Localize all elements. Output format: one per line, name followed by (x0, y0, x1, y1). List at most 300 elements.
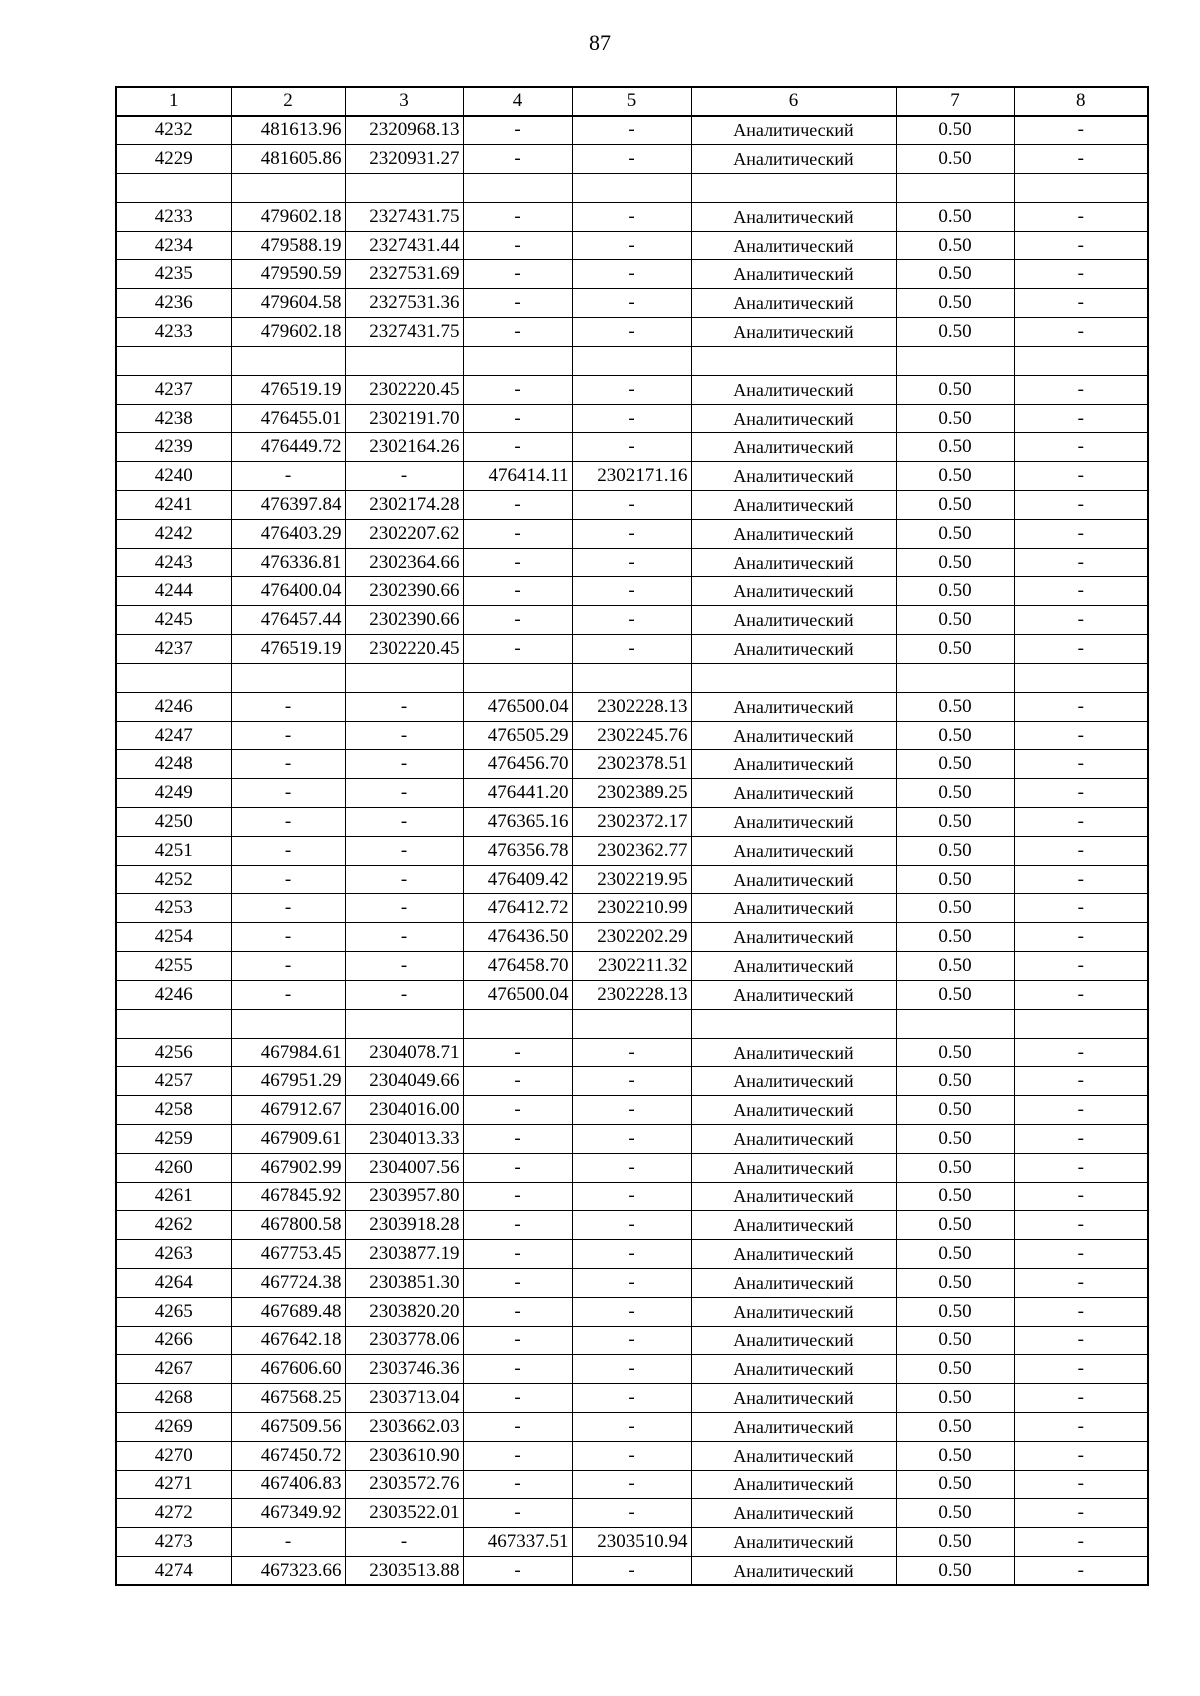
cell-y-coordinate: 2327431.44 (345, 231, 463, 260)
cell-method: Аналитический (691, 462, 896, 491)
cell-note: - (1014, 1153, 1148, 1182)
table-row (116, 750, 1148, 779)
cell-accuracy: 0.50 (896, 462, 1014, 491)
cell-accuracy: 0.50 (896, 375, 1014, 404)
header-row (116, 87, 1148, 116)
cell-point-number: 4247 (116, 721, 231, 750)
cell-x-coordinate: 476400.04 (231, 577, 345, 606)
cell-note: - (1014, 375, 1148, 404)
cell-x-coordinate-alt (463, 663, 572, 692)
cell-accuracy: 0.50 (896, 980, 1014, 1009)
cell-accuracy: 0.50 (896, 1096, 1014, 1125)
cell-point-number: 4243 (116, 548, 231, 577)
cell-accuracy: 0.50 (896, 289, 1014, 318)
table-row (116, 894, 1148, 923)
cell-x-coordinate-alt: 476414.11 (463, 462, 572, 491)
cell-note: - (1014, 433, 1148, 462)
cell-method: Аналитический (691, 1384, 896, 1413)
cell-accuracy: 0.50 (896, 1125, 1014, 1154)
cell-y-coordinate-alt: - (572, 1326, 691, 1355)
cell-accuracy: 0.50 (896, 1153, 1014, 1182)
cell-x-coordinate-alt: - (463, 1384, 572, 1413)
cell-accuracy: 0.50 (896, 1297, 1014, 1326)
cell-x-coordinate-alt: - (463, 1182, 572, 1211)
cell-y-coordinate-alt: - (572, 1268, 691, 1297)
cell-x-coordinate: - (231, 750, 345, 779)
cell-method: Аналитический (691, 1528, 896, 1557)
cell-x-coordinate-alt: 476441.20 (463, 779, 572, 808)
cell-x-coordinate-alt: - (463, 519, 572, 548)
cell-note: - (1014, 1297, 1148, 1326)
cell-x-coordinate: 467406.83 (231, 1470, 345, 1499)
cell-note: - (1014, 231, 1148, 260)
cell-x-coordinate (231, 1009, 345, 1038)
cell-point-number: 4240 (116, 462, 231, 491)
cell-point-number: 4237 (116, 375, 231, 404)
cell-method: Аналитический (691, 491, 896, 520)
cell-accuracy: 0.50 (896, 260, 1014, 289)
cell-y-coordinate-alt: 2302372.17 (572, 808, 691, 837)
cell-x-coordinate: 476519.19 (231, 375, 345, 404)
cell-x-coordinate-alt: - (463, 318, 572, 347)
cell-point-number: 4250 (116, 808, 231, 837)
cell-method: Аналитический (691, 404, 896, 433)
cell-accuracy: 0.50 (896, 952, 1014, 981)
cell-accuracy: 0.50 (896, 1326, 1014, 1355)
cell-method: Аналитический (691, 692, 896, 721)
cell-accuracy: 0.50 (896, 116, 1014, 145)
cell-accuracy: 0.50 (896, 635, 1014, 664)
cell-x-coordinate: 467909.61 (231, 1125, 345, 1154)
cell-method: Аналитический (691, 808, 896, 837)
cell-y-coordinate: - (345, 1528, 463, 1557)
table-row (116, 865, 1148, 894)
cell-point-number: 4239 (116, 433, 231, 462)
cell-method: Аналитический (691, 894, 896, 923)
cell-accuracy (896, 346, 1014, 375)
table-row (116, 606, 1148, 635)
cell-x-coordinate: 467951.29 (231, 1067, 345, 1096)
cell-point-number: 4274 (116, 1556, 231, 1585)
cell-point-number: 4269 (116, 1412, 231, 1441)
table-row (116, 519, 1148, 548)
cell-point-number: 4265 (116, 1297, 231, 1326)
cell-x-coordinate: 479590.59 (231, 260, 345, 289)
cell-accuracy: 0.50 (896, 404, 1014, 433)
cell-y-coordinate: 2320968.13 (345, 116, 463, 145)
cell-x-coordinate-alt (463, 173, 572, 202)
table-row (116, 692, 1148, 721)
cell-x-coordinate: 476519.19 (231, 635, 345, 664)
cell-method (691, 173, 896, 202)
cell-point-number: 4270 (116, 1441, 231, 1470)
table-row (116, 779, 1148, 808)
cell-point-number: 4246 (116, 692, 231, 721)
table-row (116, 548, 1148, 577)
cell-x-coordinate: - (231, 894, 345, 923)
cell-x-coordinate (231, 346, 345, 375)
cell-x-coordinate-alt: - (463, 404, 572, 433)
table-row (116, 1096, 1148, 1125)
cell-x-coordinate: 467323.66 (231, 1556, 345, 1585)
cell-note: - (1014, 635, 1148, 664)
cell-point-number (116, 173, 231, 202)
cell-x-coordinate: 467753.45 (231, 1240, 345, 1269)
cell-method: Аналитический (691, 836, 896, 865)
cell-point-number: 4271 (116, 1470, 231, 1499)
cell-y-coordinate-alt (572, 1009, 691, 1038)
cell-accuracy (896, 663, 1014, 692)
cell-y-coordinate-alt: 2302362.77 (572, 836, 691, 865)
cell-x-coordinate: 476336.81 (231, 548, 345, 577)
table-row (116, 1211, 1148, 1240)
cell-method: Аналитический (691, 923, 896, 952)
cell-x-coordinate: 467800.58 (231, 1211, 345, 1240)
cell-accuracy (896, 173, 1014, 202)
cell-note: - (1014, 260, 1148, 289)
cell-x-coordinate: - (231, 923, 345, 952)
cell-note: - (1014, 1441, 1148, 1470)
cell-accuracy: 0.50 (896, 1182, 1014, 1211)
cell-y-coordinate: 2302164.26 (345, 433, 463, 462)
cell-y-coordinate-alt: - (572, 548, 691, 577)
cell-x-coordinate (231, 173, 345, 202)
cell-accuracy: 0.50 (896, 1528, 1014, 1557)
cell-method: Аналитический (691, 1499, 896, 1528)
spacer-row (116, 663, 1148, 692)
table-row (116, 635, 1148, 664)
cell-y-coordinate-alt: - (572, 1067, 691, 1096)
cell-x-coordinate-alt: - (463, 1038, 572, 1067)
cell-accuracy: 0.50 (896, 779, 1014, 808)
cell-method: Аналитический (691, 606, 896, 635)
cell-y-coordinate: 2320931.27 (345, 145, 463, 174)
cell-x-coordinate-alt: - (463, 289, 572, 318)
cell-x-coordinate-alt: - (463, 1096, 572, 1125)
cell-point-number: 4272 (116, 1499, 231, 1528)
cell-method: Аналитический (691, 721, 896, 750)
table-row (116, 577, 1148, 606)
cell-y-coordinate-alt: - (572, 1412, 691, 1441)
cell-x-coordinate: 467845.92 (231, 1182, 345, 1211)
cell-x-coordinate: - (231, 836, 345, 865)
table-row (116, 1038, 1148, 1067)
cell-accuracy: 0.50 (896, 1499, 1014, 1528)
cell-y-coordinate: 2327431.75 (345, 202, 463, 231)
cell-accuracy: 0.50 (896, 318, 1014, 347)
cell-note: - (1014, 952, 1148, 981)
cell-note: - (1014, 1355, 1148, 1384)
column-header-6: 6 (691, 87, 896, 116)
table-row (116, 318, 1148, 347)
cell-y-coordinate-alt: - (572, 1153, 691, 1182)
cell-accuracy: 0.50 (896, 865, 1014, 894)
cell-note: - (1014, 1067, 1148, 1096)
cell-point-number: 4234 (116, 231, 231, 260)
cell-note: - (1014, 980, 1148, 1009)
cell-x-coordinate: - (231, 462, 345, 491)
cell-method: Аналитический (691, 1355, 896, 1384)
table-row (116, 721, 1148, 750)
cell-note: - (1014, 548, 1148, 577)
cell-accuracy (896, 1009, 1014, 1038)
cell-x-coordinate-alt: 476456.70 (463, 750, 572, 779)
cell-y-coordinate: 2304078.71 (345, 1038, 463, 1067)
cell-note: - (1014, 606, 1148, 635)
cell-y-coordinate-alt: - (572, 1182, 691, 1211)
cell-x-coordinate: 467509.56 (231, 1412, 345, 1441)
table-row (116, 923, 1148, 952)
cell-note: - (1014, 577, 1148, 606)
cell-y-coordinate-alt: - (572, 635, 691, 664)
cell-x-coordinate-alt: - (463, 260, 572, 289)
cell-x-coordinate-alt: - (463, 1556, 572, 1585)
cell-x-coordinate: 467349.92 (231, 1499, 345, 1528)
cell-y-coordinate: - (345, 894, 463, 923)
table-row (116, 404, 1148, 433)
cell-point-number: 4237 (116, 635, 231, 664)
cell-method: Аналитический (691, 1038, 896, 1067)
cell-accuracy: 0.50 (896, 1441, 1014, 1470)
cell-point-number: 4253 (116, 894, 231, 923)
cell-note: - (1014, 894, 1148, 923)
cell-accuracy: 0.50 (896, 548, 1014, 577)
cell-y-coordinate: 2327531.36 (345, 289, 463, 318)
cell-y-coordinate-alt (572, 663, 691, 692)
cell-method (691, 663, 896, 692)
cell-x-coordinate-alt: - (463, 116, 572, 145)
table-row (116, 375, 1148, 404)
cell-accuracy: 0.50 (896, 1211, 1014, 1240)
cell-note: - (1014, 750, 1148, 779)
table-row (116, 433, 1148, 462)
cell-x-coordinate: 479588.19 (231, 231, 345, 260)
cell-accuracy: 0.50 (896, 1470, 1014, 1499)
cell-method: Аналитический (691, 779, 896, 808)
cell-y-coordinate: 2303820.20 (345, 1297, 463, 1326)
cell-y-coordinate-alt: 2302202.29 (572, 923, 691, 952)
cell-x-coordinate-alt: - (463, 1412, 572, 1441)
table-row (116, 116, 1148, 145)
cell-method: Аналитический (691, 375, 896, 404)
cell-y-coordinate-alt: - (572, 375, 691, 404)
cell-x-coordinate-alt: - (463, 606, 572, 635)
cell-y-coordinate: 2304013.33 (345, 1125, 463, 1154)
column-header-1: 1 (116, 87, 231, 116)
cell-y-coordinate-alt: 2302245.76 (572, 721, 691, 750)
cell-x-coordinate: 479602.18 (231, 318, 345, 347)
cell-note: - (1014, 1556, 1148, 1585)
cell-method: Аналитический (691, 952, 896, 981)
page-number: 87 (589, 30, 611, 55)
cell-x-coordinate-alt: - (463, 1125, 572, 1154)
cell-x-coordinate-alt: - (463, 375, 572, 404)
coordinates-table (115, 86, 1149, 1586)
cell-y-coordinate: 2302207.62 (345, 519, 463, 548)
table-row (116, 1384, 1148, 1413)
table-body (116, 116, 1148, 1585)
cell-y-coordinate: - (345, 923, 463, 952)
cell-x-coordinate (231, 663, 345, 692)
cell-y-coordinate-alt: - (572, 519, 691, 548)
cell-method: Аналитический (691, 865, 896, 894)
cell-point-number: 4258 (116, 1096, 231, 1125)
cell-note: - (1014, 1211, 1148, 1240)
cell-x-coordinate-alt: 476412.72 (463, 894, 572, 923)
table-row (116, 980, 1148, 1009)
cell-method: Аналитический (691, 260, 896, 289)
table-row (116, 202, 1148, 231)
cell-y-coordinate: 2303513.88 (345, 1556, 463, 1585)
cell-y-coordinate-alt: 2302378.51 (572, 750, 691, 779)
cell-y-coordinate-alt: - (572, 260, 691, 289)
cell-accuracy: 0.50 (896, 1384, 1014, 1413)
cell-method: Аналитический (691, 202, 896, 231)
cell-method: Аналитический (691, 318, 896, 347)
cell-point-number: 4232 (116, 116, 231, 145)
cell-accuracy: 0.50 (896, 145, 1014, 174)
cell-y-coordinate-alt: - (572, 1297, 691, 1326)
table-row (116, 1240, 1148, 1269)
cell-x-coordinate-alt: 476500.04 (463, 692, 572, 721)
cell-note: - (1014, 836, 1148, 865)
cell-note: - (1014, 1096, 1148, 1125)
cell-y-coordinate: 2304016.00 (345, 1096, 463, 1125)
table-row (116, 1412, 1148, 1441)
cell-y-coordinate-alt: - (572, 1384, 691, 1413)
table-row (116, 1528, 1148, 1557)
cell-x-coordinate: 476397.84 (231, 491, 345, 520)
cell-point-number: 4264 (116, 1268, 231, 1297)
cell-note: - (1014, 1240, 1148, 1269)
cell-accuracy: 0.50 (896, 692, 1014, 721)
table-row (116, 1182, 1148, 1211)
table-row (116, 231, 1148, 260)
table-row (116, 289, 1148, 318)
table-row (116, 1067, 1148, 1096)
cell-y-coordinate: 2302390.66 (345, 606, 463, 635)
cell-y-coordinate-alt: - (572, 1355, 691, 1384)
cell-accuracy: 0.50 (896, 519, 1014, 548)
cell-accuracy: 0.50 (896, 750, 1014, 779)
cell-y-coordinate: 2303522.01 (345, 1499, 463, 1528)
cell-x-coordinate-alt: - (463, 1067, 572, 1096)
cell-note: - (1014, 1125, 1148, 1154)
cell-y-coordinate: - (345, 721, 463, 750)
cell-x-coordinate: 479604.58 (231, 289, 345, 318)
cell-x-coordinate-alt: 476458.70 (463, 952, 572, 981)
cell-x-coordinate-alt: - (463, 1355, 572, 1384)
cell-accuracy: 0.50 (896, 606, 1014, 635)
cell-y-coordinate: 2304049.66 (345, 1067, 463, 1096)
cell-y-coordinate: - (345, 865, 463, 894)
cell-note: - (1014, 808, 1148, 837)
cell-y-coordinate-alt: - (572, 1499, 691, 1528)
cell-y-coordinate: 2302174.28 (345, 491, 463, 520)
cell-x-coordinate-alt: - (463, 1441, 572, 1470)
cell-y-coordinate-alt: 2302210.99 (572, 894, 691, 923)
cell-y-coordinate-alt: 2302389.25 (572, 779, 691, 808)
table-row (116, 952, 1148, 981)
cell-point-number: 4233 (116, 318, 231, 347)
cell-note: - (1014, 1326, 1148, 1355)
cell-point-number (116, 663, 231, 692)
cell-y-coordinate (345, 663, 463, 692)
cell-y-coordinate-alt: - (572, 1441, 691, 1470)
table-row (116, 260, 1148, 289)
cell-y-coordinate-alt: - (572, 231, 691, 260)
column-header-7: 7 (896, 87, 1014, 116)
cell-x-coordinate-alt: - (463, 433, 572, 462)
cell-method: Аналитический (691, 1153, 896, 1182)
cell-accuracy: 0.50 (896, 721, 1014, 750)
table-row (116, 1297, 1148, 1326)
cell-x-coordinate: 481613.96 (231, 116, 345, 145)
cell-y-coordinate-alt: - (572, 1240, 691, 1269)
cell-y-coordinate-alt: - (572, 577, 691, 606)
cell-x-coordinate: - (231, 980, 345, 1009)
cell-note: - (1014, 289, 1148, 318)
cell-note (1014, 1009, 1148, 1038)
cell-point-number: 4263 (116, 1240, 231, 1269)
cell-x-coordinate-alt: - (463, 548, 572, 577)
column-header-4: 4 (463, 87, 572, 116)
cell-method: Аналитический (691, 1470, 896, 1499)
cell-method: Аналитический (691, 1125, 896, 1154)
cell-x-coordinate-alt: - (463, 491, 572, 520)
cell-x-coordinate: 467450.72 (231, 1441, 345, 1470)
cell-y-coordinate-alt (572, 173, 691, 202)
cell-method (691, 346, 896, 375)
cell-method: Аналитический (691, 1067, 896, 1096)
cell-x-coordinate-alt: 476505.29 (463, 721, 572, 750)
spacer-row (116, 1009, 1148, 1038)
cell-point-number: 4245 (116, 606, 231, 635)
cell-y-coordinate: - (345, 808, 463, 837)
cell-method: Аналитический (691, 1182, 896, 1211)
cell-y-coordinate-alt: 2303510.94 (572, 1528, 691, 1557)
cell-y-coordinate: 2327431.75 (345, 318, 463, 347)
cell-y-coordinate: 2302220.45 (345, 635, 463, 664)
cell-note: - (1014, 318, 1148, 347)
table-row (116, 491, 1148, 520)
cell-x-coordinate: - (231, 1528, 345, 1557)
cell-point-number: 4257 (116, 1067, 231, 1096)
cell-x-coordinate: 467984.61 (231, 1038, 345, 1067)
cell-accuracy: 0.50 (896, 894, 1014, 923)
cell-note: - (1014, 865, 1148, 894)
cell-accuracy: 0.50 (896, 433, 1014, 462)
cell-point-number: 4266 (116, 1326, 231, 1355)
cell-y-coordinate: 2302220.45 (345, 375, 463, 404)
cell-x-coordinate-alt: - (463, 1268, 572, 1297)
cell-method: Аналитический (691, 231, 896, 260)
cell-y-coordinate: 2302191.70 (345, 404, 463, 433)
cell-x-coordinate-alt: - (463, 635, 572, 664)
table-row (116, 1268, 1148, 1297)
cell-x-coordinate: 467912.67 (231, 1096, 345, 1125)
cell-x-coordinate-alt: - (463, 1153, 572, 1182)
cell-x-coordinate-alt: 476500.04 (463, 980, 572, 1009)
cell-x-coordinate: 479602.18 (231, 202, 345, 231)
cell-x-coordinate-alt: 476436.50 (463, 923, 572, 952)
cell-y-coordinate: 2303957.80 (345, 1182, 463, 1211)
cell-point-number: 4244 (116, 577, 231, 606)
cell-point-number (116, 1009, 231, 1038)
cell-point-number: 4251 (116, 836, 231, 865)
cell-note: - (1014, 1412, 1148, 1441)
cell-x-coordinate-alt (463, 1009, 572, 1038)
